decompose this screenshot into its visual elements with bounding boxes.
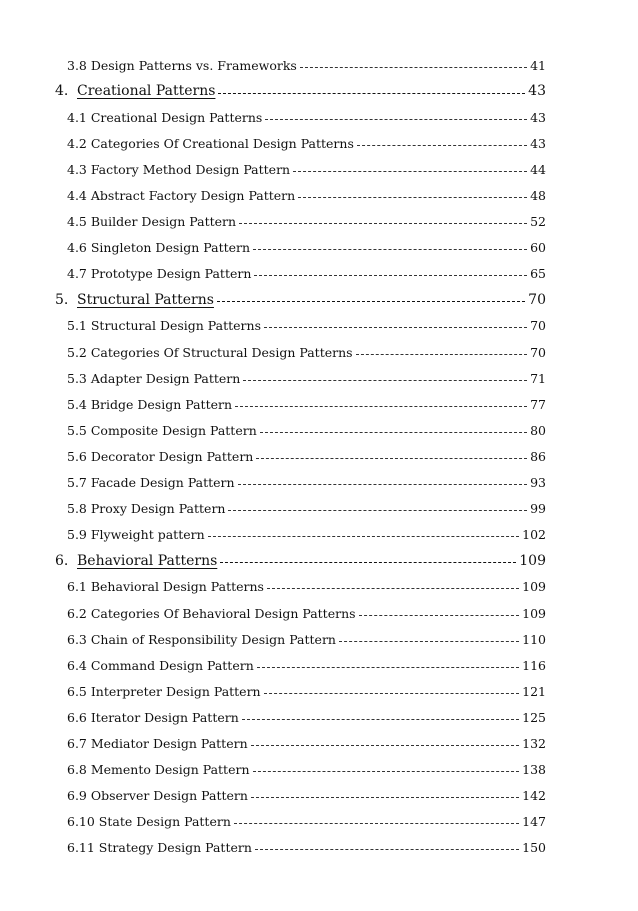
toc-section-entry[interactable] — [0, 522, 638, 548]
toc-section-entry[interactable] — [0, 470, 638, 496]
toc-section-entry[interactable] — [0, 600, 638, 626]
dot-leader — [220, 562, 516, 563]
dot-leader — [243, 380, 527, 381]
toc-chapter-entry[interactable] — [0, 78, 638, 104]
dot-leader — [208, 536, 519, 537]
section-title: 4.4 Abstract Factory Design Pattern — [67, 188, 296, 204]
dot-leader — [256, 458, 527, 459]
dot-leader — [267, 588, 519, 589]
chapter-title: Structural Patterns — [77, 291, 214, 308]
section-title: 6.7 Mediator Design Pattern — [67, 735, 248, 751]
dot-leader — [253, 249, 527, 250]
page-number: 150 — [522, 840, 546, 856]
page-number: 70 — [530, 344, 546, 360]
toc-chapter-entry[interactable] — [0, 548, 638, 574]
dot-leader — [234, 823, 519, 824]
section-title: 6.9 Observer Design Pattern — [67, 788, 248, 804]
dot-leader — [264, 693, 520, 694]
dot-leader — [238, 484, 528, 485]
page-number: 125 — [522, 709, 546, 725]
section-title: 5.5 Composite Design Pattern — [67, 422, 257, 438]
dot-leader — [235, 406, 527, 407]
page-number: 52 — [530, 214, 546, 230]
section-title: 5.6 Decorator Design Pattern — [67, 448, 254, 464]
toc-chapter-entry[interactable] — [0, 287, 638, 313]
page-number: 70 — [530, 318, 546, 334]
dot-leader — [257, 667, 519, 668]
toc-section-entry[interactable] — [0, 52, 638, 78]
toc-section-entry[interactable] — [0, 313, 638, 339]
page-number: 43 — [528, 83, 546, 100]
section-title: 5.1 Structural Design Patterns — [67, 318, 261, 334]
section-title: 6.8 Memento Design Pattern — [67, 762, 250, 778]
toc-section-entry[interactable] — [0, 130, 638, 156]
toc-section-entry[interactable] — [0, 339, 638, 365]
toc-section-entry[interactable] — [0, 156, 638, 182]
page-number: 102 — [522, 527, 546, 543]
page-number: 41 — [530, 57, 546, 73]
toc-section-entry[interactable] — [0, 574, 638, 600]
page-number: 86 — [530, 448, 546, 464]
page-number: 43 — [530, 109, 546, 125]
page-number: 142 — [522, 788, 546, 804]
page-number: 109 — [522, 579, 546, 595]
section-title: 4.6 Singleton Design Pattern — [67, 240, 251, 256]
section-title: 5.2 Categories Of Structural Design Patterns — [67, 344, 353, 360]
toc-section-entry[interactable] — [0, 391, 638, 417]
section-title: 5.7 Facade Design Pattern — [67, 475, 235, 491]
page-number: 99 — [530, 501, 546, 517]
dot-leader — [265, 119, 527, 120]
toc-section-entry[interactable] — [0, 783, 638, 809]
page-number: 60 — [530, 240, 546, 256]
section-title: 5.3 Adapter Design Pattern — [67, 370, 241, 386]
section-title: 6.4 Command Design Pattern — [67, 657, 254, 673]
toc-section-entry[interactable] — [0, 443, 638, 469]
dot-leader — [239, 223, 527, 224]
section-title: 6.6 Iterator Design Pattern — [67, 709, 239, 725]
page-number: 43 — [530, 135, 546, 151]
chapter-number: 4. — [55, 83, 69, 100]
section-title: 5.4 Bridge Design Pattern — [67, 396, 233, 412]
chapter-title: Behavioral Patterns — [77, 552, 218, 569]
dot-leader — [298, 197, 527, 198]
dot-leader — [217, 301, 525, 302]
chapter-number: 5. — [55, 291, 69, 308]
section-title: 6.2 Categories Of Behavioral Design Patterns — [67, 605, 356, 621]
dot-leader — [218, 93, 525, 94]
dot-leader — [264, 327, 527, 328]
page-number: 70 — [528, 291, 546, 308]
dot-leader — [255, 849, 519, 850]
toc-section-entry[interactable] — [0, 652, 638, 678]
toc-section-entry[interactable] — [0, 626, 638, 652]
toc-section-entry[interactable] — [0, 235, 638, 261]
section-title: 6.5 Interpreter Design Pattern — [67, 683, 261, 699]
section-title: 4.5 Builder Design Pattern — [67, 214, 237, 230]
page-number: 147 — [522, 814, 546, 830]
section-title: 5.9 Flyweight pattern — [67, 527, 205, 543]
section-title: 6.3 Chain of Responsibility Design Pattern — [67, 631, 336, 647]
toc-section-entry[interactable] — [0, 678, 638, 704]
section-title: 4.3 Factory Method Design Pattern — [67, 161, 291, 177]
section-title: 4.7 Prototype Design Pattern — [67, 266, 252, 282]
page-number: 110 — [522, 631, 546, 647]
page-number: 48 — [530, 188, 546, 204]
page-number: 109 — [519, 552, 546, 569]
page-number: 44 — [530, 161, 546, 177]
page-number: 121 — [522, 683, 546, 699]
section-title: 6.10 State Design Pattern — [67, 814, 231, 830]
toc-section-entry[interactable] — [0, 209, 638, 235]
dot-leader — [356, 354, 528, 355]
toc-section-entry[interactable] — [0, 730, 638, 756]
toc-section-entry[interactable] — [0, 104, 638, 130]
section-title: 4.2 Categories Of Creational Design Patterns — [67, 135, 354, 151]
toc-section-entry[interactable] — [0, 704, 638, 730]
toc-section-entry[interactable] — [0, 182, 638, 208]
dot-leader — [300, 67, 527, 68]
dot-leader — [251, 797, 519, 798]
page-number: 132 — [522, 735, 546, 751]
section-title: 5.8 Proxy Design Pattern — [67, 501, 226, 517]
section-title: 4.1 Creational Design Patterns — [67, 109, 263, 125]
section-title: 6.1 Behavioral Design Patterns — [67, 579, 264, 595]
dot-leader — [251, 745, 520, 746]
dot-leader — [242, 719, 519, 720]
section-title: 3.8 Design Patterns vs. Frameworks — [67, 57, 297, 73]
toc-section-entry[interactable] — [0, 261, 638, 287]
page-number: 80 — [530, 422, 546, 438]
dot-leader — [359, 615, 520, 616]
dot-leader — [357, 145, 527, 146]
dot-leader — [228, 510, 527, 511]
page-number: 77 — [530, 396, 546, 412]
page-number: 93 — [530, 475, 546, 491]
dot-leader — [260, 432, 527, 433]
dot-leader — [253, 771, 520, 772]
section-title: 6.11 Strategy Design Pattern — [67, 840, 252, 856]
chapter-number: 6. — [55, 552, 69, 569]
page-number: 116 — [522, 657, 546, 673]
table-of-contents — [0, 52, 638, 861]
dot-leader — [293, 171, 527, 172]
dot-leader — [339, 641, 519, 642]
chapter-title: Creational Patterns — [77, 83, 216, 100]
toc-section-entry[interactable] — [0, 809, 638, 835]
dot-leader — [254, 275, 527, 276]
toc-section-entry[interactable] — [0, 835, 638, 861]
toc-section-entry[interactable] — [0, 757, 638, 783]
page-number: 71 — [530, 370, 546, 386]
page-number: 109 — [522, 605, 546, 621]
toc-section-entry[interactable] — [0, 365, 638, 391]
toc-section-entry[interactable] — [0, 417, 638, 443]
toc-section-entry[interactable] — [0, 496, 638, 522]
page-number: 138 — [522, 762, 546, 778]
page-number: 65 — [530, 266, 546, 282]
